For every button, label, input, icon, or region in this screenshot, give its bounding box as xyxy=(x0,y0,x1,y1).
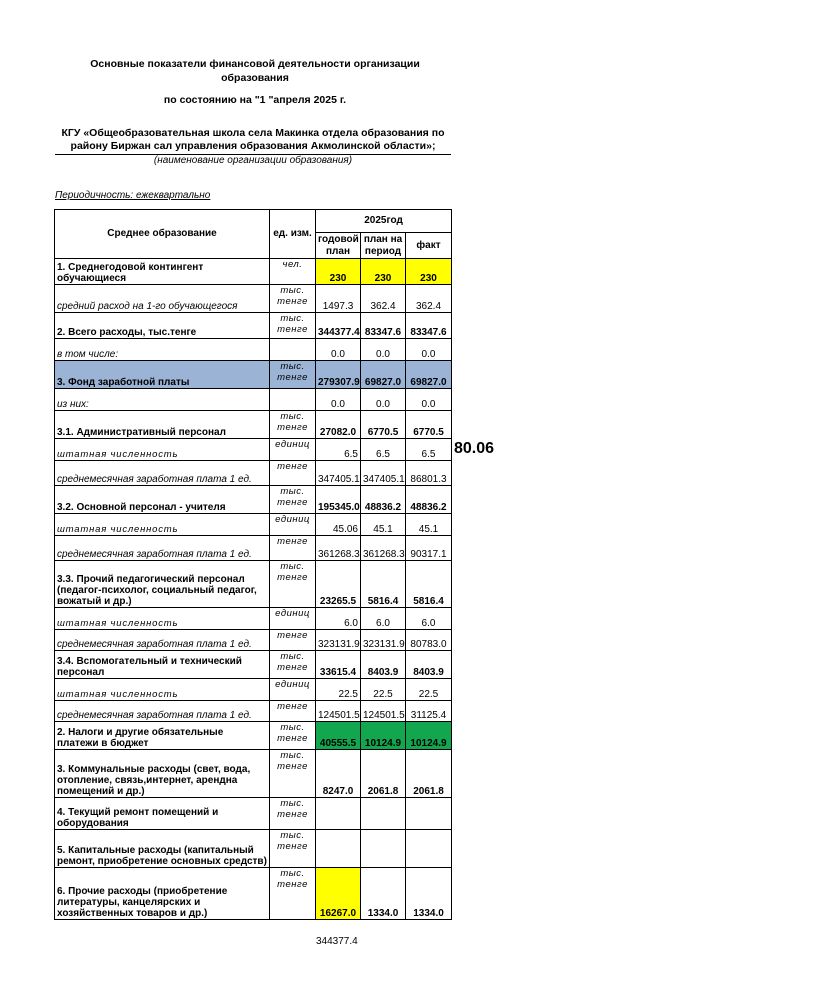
row-label: в том числе: xyxy=(55,339,270,361)
table-row xyxy=(55,630,452,651)
row-label: из них: xyxy=(55,389,270,411)
row-unit: тыс. тенге xyxy=(270,830,316,868)
periodicity-label: Периодичность: ежеквартально xyxy=(55,190,211,201)
table-row xyxy=(55,339,452,361)
value-plan-year: 1497.3 xyxy=(316,285,361,313)
header-plan-year: годовой план xyxy=(316,233,361,259)
row-unit: чел. xyxy=(270,259,316,285)
table-row xyxy=(55,285,452,313)
row-unit: тыс. тенге xyxy=(270,486,316,514)
row-unit: тыс. тенге xyxy=(270,313,316,339)
finance-table xyxy=(54,209,452,920)
value-fact: 83347.6 xyxy=(406,313,452,339)
row-unit: тыс. тенге xyxy=(270,868,316,920)
table-row xyxy=(55,389,452,411)
value-fact: 1334.0 xyxy=(406,868,452,920)
value-plan-period: 2061.8 xyxy=(361,750,406,798)
row-unit: тенге xyxy=(270,461,316,486)
row-unit: единиц xyxy=(270,608,316,630)
value-fact xyxy=(406,798,452,830)
row-label: штатная численность xyxy=(55,679,270,701)
value-plan-year xyxy=(316,830,361,868)
value-fact: 5816.4 xyxy=(406,561,452,608)
value-fact: 0.0 xyxy=(406,339,452,361)
header-year: 2025год xyxy=(316,210,452,233)
value-plan-year: 8247.0 xyxy=(316,750,361,798)
value-plan-year xyxy=(316,798,361,830)
table-row xyxy=(55,798,452,830)
value-plan-period: 6.0 xyxy=(361,608,406,630)
row-label: 2. Всего расходы, тыс.тенге xyxy=(55,313,270,339)
value-plan-year: 124501.5 xyxy=(316,701,361,722)
organization-name: КГУ «Общеобразовательная школа села Макинка отдела образования по району Биржан сал управления образования Акмолинской области»; xyxy=(61,127,445,152)
value-fact: 22.5 xyxy=(406,679,452,701)
row-label: среднемесячная заработная плата 1 ед. xyxy=(55,701,270,722)
value-fact: 86801.3 xyxy=(406,461,452,486)
value-plan-period: 48836.2 xyxy=(361,486,406,514)
row-unit: тенге xyxy=(270,536,316,561)
value-plan-period: 10124.9 xyxy=(361,722,406,750)
value-plan-year: 361268.3 xyxy=(316,536,361,561)
value-plan-year: 0.0 xyxy=(316,339,361,361)
value-plan-period: 6.5 xyxy=(361,439,406,461)
value-plan-year: 279307.9 xyxy=(316,361,361,389)
value-plan-year: 40555.5 xyxy=(316,722,361,750)
value-plan-period: 45.1 xyxy=(361,514,406,536)
row-unit xyxy=(270,339,316,361)
row-unit: тыс. тенге xyxy=(270,411,316,439)
value-plan-year: 33615.4 xyxy=(316,651,361,679)
table-row xyxy=(55,313,452,339)
value-fact: 31125.4 xyxy=(406,701,452,722)
value-plan-year: 16267.0 xyxy=(316,868,361,920)
row-unit: тенге xyxy=(270,701,316,722)
table-row xyxy=(55,259,452,285)
row-label: 3.2. Основной персонал - учителя xyxy=(55,486,270,514)
value-plan-period: 83347.6 xyxy=(361,313,406,339)
report-date: по состоянию на "1 "апреля 2025 г. xyxy=(163,94,347,106)
table-row xyxy=(55,514,452,536)
side-value: 80.06 xyxy=(454,440,495,457)
table-row xyxy=(55,536,452,561)
row-label: среднемесячная заработная плата 1 ед. xyxy=(55,536,270,561)
value-plan-period: 8403.9 xyxy=(361,651,406,679)
value-plan-year: 22.5 xyxy=(316,679,361,701)
value-plan-year: 323131.9 xyxy=(316,630,361,651)
value-plan-period: 0.0 xyxy=(361,389,406,411)
row-unit: тыс. тенге xyxy=(270,285,316,313)
header-plan-period: план на период xyxy=(361,233,406,259)
row-label: 4. Текущий ремонт помещений и оборудования xyxy=(55,798,270,830)
value-plan-period: 124501.5 xyxy=(361,701,406,722)
row-label: 5. Капитальные расходы (капитальный ремонт, приобретение основных средств) xyxy=(55,830,270,868)
value-plan-year: 344377.4 xyxy=(316,313,361,339)
row-label: 3.4. Вспомогательный и технический персонал xyxy=(55,651,270,679)
row-label: штатная численность xyxy=(55,608,270,630)
row-label: 1. Среднегодовой контингент обучающиеся xyxy=(55,259,270,285)
table-row xyxy=(55,868,452,920)
value-plan-period: 1334.0 xyxy=(361,868,406,920)
header-fact: факт xyxy=(406,233,452,259)
row-unit: тыс. тенге xyxy=(270,750,316,798)
value-plan-period: 361268.3 xyxy=(361,536,406,561)
value-plan-period: 0.0 xyxy=(361,339,406,361)
value-fact: 80783.0 xyxy=(406,630,452,651)
row-label: штатная численность xyxy=(55,439,270,461)
header-unit: ед. изм. xyxy=(270,210,316,259)
table-row xyxy=(55,486,452,514)
value-plan-year: 45.06 xyxy=(316,514,361,536)
value-fact: 362.4 xyxy=(406,285,452,313)
footer-total: 344377.4 xyxy=(316,936,358,947)
row-unit: тыс. тенге xyxy=(270,361,316,389)
value-plan-period xyxy=(361,798,406,830)
value-fact: 48836.2 xyxy=(406,486,452,514)
value-fact xyxy=(406,830,452,868)
row-label: 2. Налоги и другие обязательные платежи в бюджет xyxy=(55,722,270,750)
value-plan-period: 347405.1 xyxy=(361,461,406,486)
row-unit: тыс. тенге xyxy=(270,651,316,679)
value-plan-period: 230 xyxy=(361,259,406,285)
row-label: 3. Коммунальные расходы (свет, вода, отопление, связь,интернет, арендна помещений и др.) xyxy=(55,750,270,798)
table-row xyxy=(55,411,452,439)
table-body xyxy=(55,259,452,920)
value-plan-year: 27082.0 xyxy=(316,411,361,439)
value-plan-period xyxy=(361,830,406,868)
value-fact: 10124.9 xyxy=(406,722,452,750)
row-label: 6. Прочие расходы (приобретение литературы, канцелярских и хозяйственных товаров и др.) xyxy=(55,868,270,920)
row-unit: единиц xyxy=(270,514,316,536)
value-plan-period: 362.4 xyxy=(361,285,406,313)
value-plan-year: 6.0 xyxy=(316,608,361,630)
value-fact: 69827.0 xyxy=(406,361,452,389)
table-row xyxy=(55,361,452,389)
table-row xyxy=(55,701,452,722)
row-unit: тыс. тенге xyxy=(270,561,316,608)
row-label: 3. Фонд заработной платы xyxy=(55,361,270,389)
row-unit: единиц xyxy=(270,439,316,461)
row-label: среднемесячная заработная плата 1 ед. xyxy=(55,461,270,486)
table-row xyxy=(55,750,452,798)
organization-caption: (наименование организации образования) xyxy=(153,155,353,166)
row-unit: единиц xyxy=(270,679,316,701)
value-fact: 8403.9 xyxy=(406,651,452,679)
table-row xyxy=(55,439,452,461)
row-label: штатная численность xyxy=(55,514,270,536)
value-fact: 45.1 xyxy=(406,514,452,536)
value-plan-year: 230 xyxy=(316,259,361,285)
report-title: Основные показатели финансовой деятельности организации образования xyxy=(90,58,420,84)
value-fact: 90317.1 xyxy=(406,536,452,561)
value-plan-year: 347405.1 xyxy=(316,461,361,486)
row-unit: тыс. тенге xyxy=(270,798,316,830)
value-plan-year: 6.5 xyxy=(316,439,361,461)
table-row xyxy=(55,651,452,679)
row-label: 3.1. Административный персонал xyxy=(55,411,270,439)
value-plan-period: 69827.0 xyxy=(361,361,406,389)
table-row xyxy=(55,561,452,608)
row-label: средний расход на 1-го обучающегося xyxy=(55,285,270,313)
value-fact: 230 xyxy=(406,259,452,285)
value-fact: 2061.8 xyxy=(406,750,452,798)
row-unit xyxy=(270,389,316,411)
header-label: Среднее образование xyxy=(55,210,270,259)
table-row xyxy=(55,722,452,750)
table-row xyxy=(55,608,452,630)
table-row xyxy=(55,461,452,486)
row-label: 3.3. Прочий педагогический персонал (педагог-психолог, социальный педагог, вожатый и др.) xyxy=(55,561,270,608)
row-unit: тенге xyxy=(270,630,316,651)
row-unit: тыс. тенге xyxy=(270,722,316,750)
table-row xyxy=(55,830,452,868)
value-fact: 0.0 xyxy=(406,389,452,411)
value-plan-period: 5816.4 xyxy=(361,561,406,608)
value-plan-period: 6770.5 xyxy=(361,411,406,439)
value-fact: 6.5 xyxy=(406,439,452,461)
value-plan-period: 22.5 xyxy=(361,679,406,701)
table-row xyxy=(55,679,452,701)
value-fact: 6770.5 xyxy=(406,411,452,439)
value-fact: 6.0 xyxy=(406,608,452,630)
value-plan-year: 23265.5 xyxy=(316,561,361,608)
value-plan-year: 0.0 xyxy=(316,389,361,411)
value-plan-period: 323131.9 xyxy=(361,630,406,651)
row-label: среднемесячная заработная плата 1 ед. xyxy=(55,630,270,651)
value-plan-year: 195345.0 xyxy=(316,486,361,514)
